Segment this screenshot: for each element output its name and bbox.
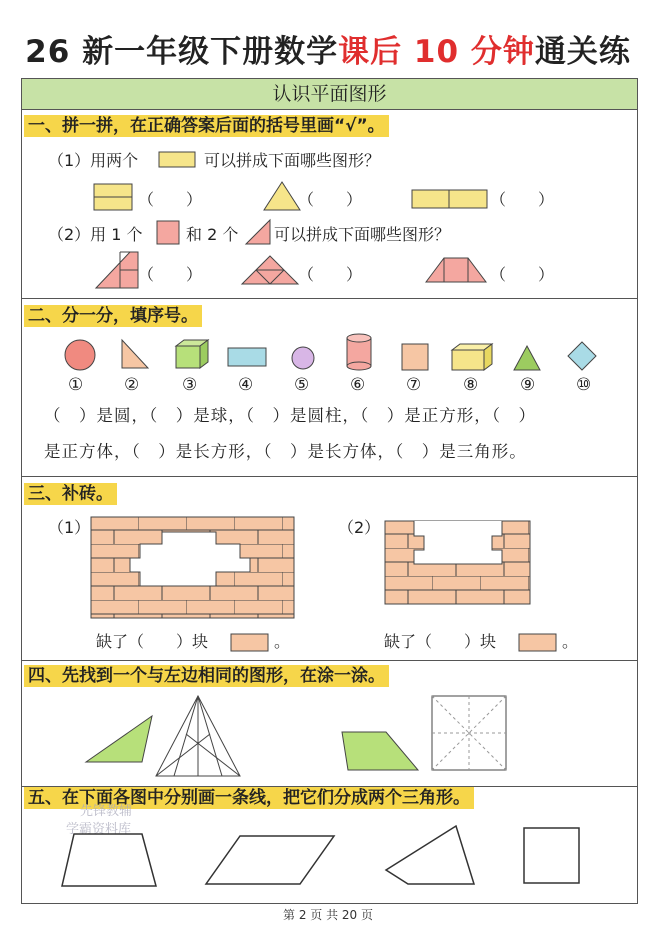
section4-heading: 四、先找到一个与左边相同的图形，在涂一涂。 — [24, 664, 389, 688]
option-long-rectangle — [411, 189, 489, 211]
q2-text-b: 和 2 个 — [186, 225, 239, 244]
answer-paren[interactable]: （ ） — [138, 265, 203, 284]
wall1-label: （1） — [48, 518, 91, 537]
watermark-line2: 学霸资料库 — [66, 822, 132, 837]
option-composite-triangle — [240, 254, 300, 286]
wall2-label: （2） — [338, 518, 381, 537]
cube-green-shape — [174, 338, 210, 372]
classify-line-1: （ ）是圆，（ ）是球，（ ）是圆柱，（ ）是正方形，（ ） — [44, 406, 536, 425]
brick-icon — [230, 632, 270, 654]
section1-heading: 一、拼一拼，在正确答案后面的括号里画“√”。 — [24, 114, 389, 138]
option-composite-trapezoid-wide — [424, 256, 488, 284]
triangle-green-shape — [512, 344, 542, 372]
section-banner: 认识平面图形 — [22, 79, 637, 110]
section3-heading: 三、补砖。 — [24, 482, 117, 506]
q2-text-a: （2）用 1 个 — [48, 225, 143, 244]
brick-wall-2 — [384, 520, 532, 606]
rhombus-blue-shape — [566, 340, 598, 372]
answer-paren[interactable]: （ ） — [138, 190, 203, 209]
cuboid-yellow-shape — [450, 342, 494, 372]
divider — [22, 298, 637, 299]
trapezoid-outline[interactable] — [60, 832, 158, 888]
shape-number: ⑥ — [350, 375, 366, 395]
pink-triangle-icon — [244, 218, 272, 246]
title-prefix: 26 新一年级下册数学 — [25, 34, 339, 70]
sphere-red-shape — [62, 338, 98, 372]
right-triangle-shape — [118, 338, 150, 372]
shape-number: ⑦ — [406, 375, 422, 395]
cylinder-pink-shape — [344, 332, 374, 372]
q1-text-pre: （1）用两个 — [48, 151, 139, 170]
triangle-subdivided-figure[interactable] — [154, 694, 242, 778]
answer-paren[interactable]: （ ） — [490, 190, 555, 209]
shape-number: ③ — [182, 375, 198, 395]
q2-text-c: 可以拼成下面哪些图形？ — [274, 225, 451, 244]
shape-number: ④ — [238, 375, 254, 395]
answer-paren[interactable]: （ ） — [298, 265, 363, 284]
title-suffix: 通关练 — [534, 34, 631, 70]
answer-paren[interactable]: （ ） — [298, 190, 363, 209]
period: 。 — [562, 632, 579, 651]
brick-wall-1 — [90, 516, 296, 620]
watermark-line1: 先锋教辅 — [80, 804, 133, 819]
rectangle-blue-shape — [226, 346, 268, 370]
option-two-rectangles-square — [93, 183, 135, 213]
section2-heading: 二、分一分，填序号。 — [24, 304, 202, 328]
title-highlight: 课后 10 分钟 — [338, 34, 535, 70]
divider — [22, 660, 637, 661]
classify-line-2: 是正方体，（ ）是长方形，（ ）是长方体，（ ）是三角形。 — [44, 442, 527, 461]
green-triangle-reference — [84, 714, 154, 766]
wall2-missing-text: 缺了（ ）块 — [384, 632, 497, 651]
shape-number: ② — [124, 375, 140, 395]
brick-icon — [518, 632, 558, 654]
circle-purple-shape — [288, 344, 318, 372]
wall1-missing-text: 缺了（ ）块 — [96, 632, 209, 651]
page-footer: 第 2 页 共 20 页 — [283, 908, 373, 922]
period: 。 — [274, 632, 291, 651]
quadrilateral-outline[interactable] — [384, 824, 476, 886]
shape-number: ⑩ — [576, 375, 592, 395]
green-trapezoid-reference — [340, 730, 420, 772]
shape-number: ① — [68, 375, 84, 395]
answer-paren[interactable]: （ ） — [490, 265, 555, 284]
option-triangle — [262, 180, 302, 212]
page-title — [0, 26, 656, 71]
divider — [22, 476, 637, 477]
square-outline[interactable] — [522, 826, 582, 886]
square-subdivided-figure[interactable] — [430, 694, 508, 772]
parallelogram-outline[interactable] — [204, 834, 336, 886]
shape-number: ⑤ — [294, 375, 310, 395]
pink-square-icon — [156, 220, 180, 246]
shape-number: ⑨ — [520, 375, 536, 395]
yellow-rectangle-icon — [158, 151, 196, 169]
shape-number: ⑧ — [463, 375, 479, 395]
q1-text-post: 可以拼成下面哪些图形？ — [204, 151, 381, 170]
option-composite-trapezoid — [94, 248, 140, 290]
square-orange-shape — [400, 342, 430, 372]
section5-heading: 五、在下面各图中分别画一条线，把它们分成两个三角形。 — [24, 786, 474, 810]
